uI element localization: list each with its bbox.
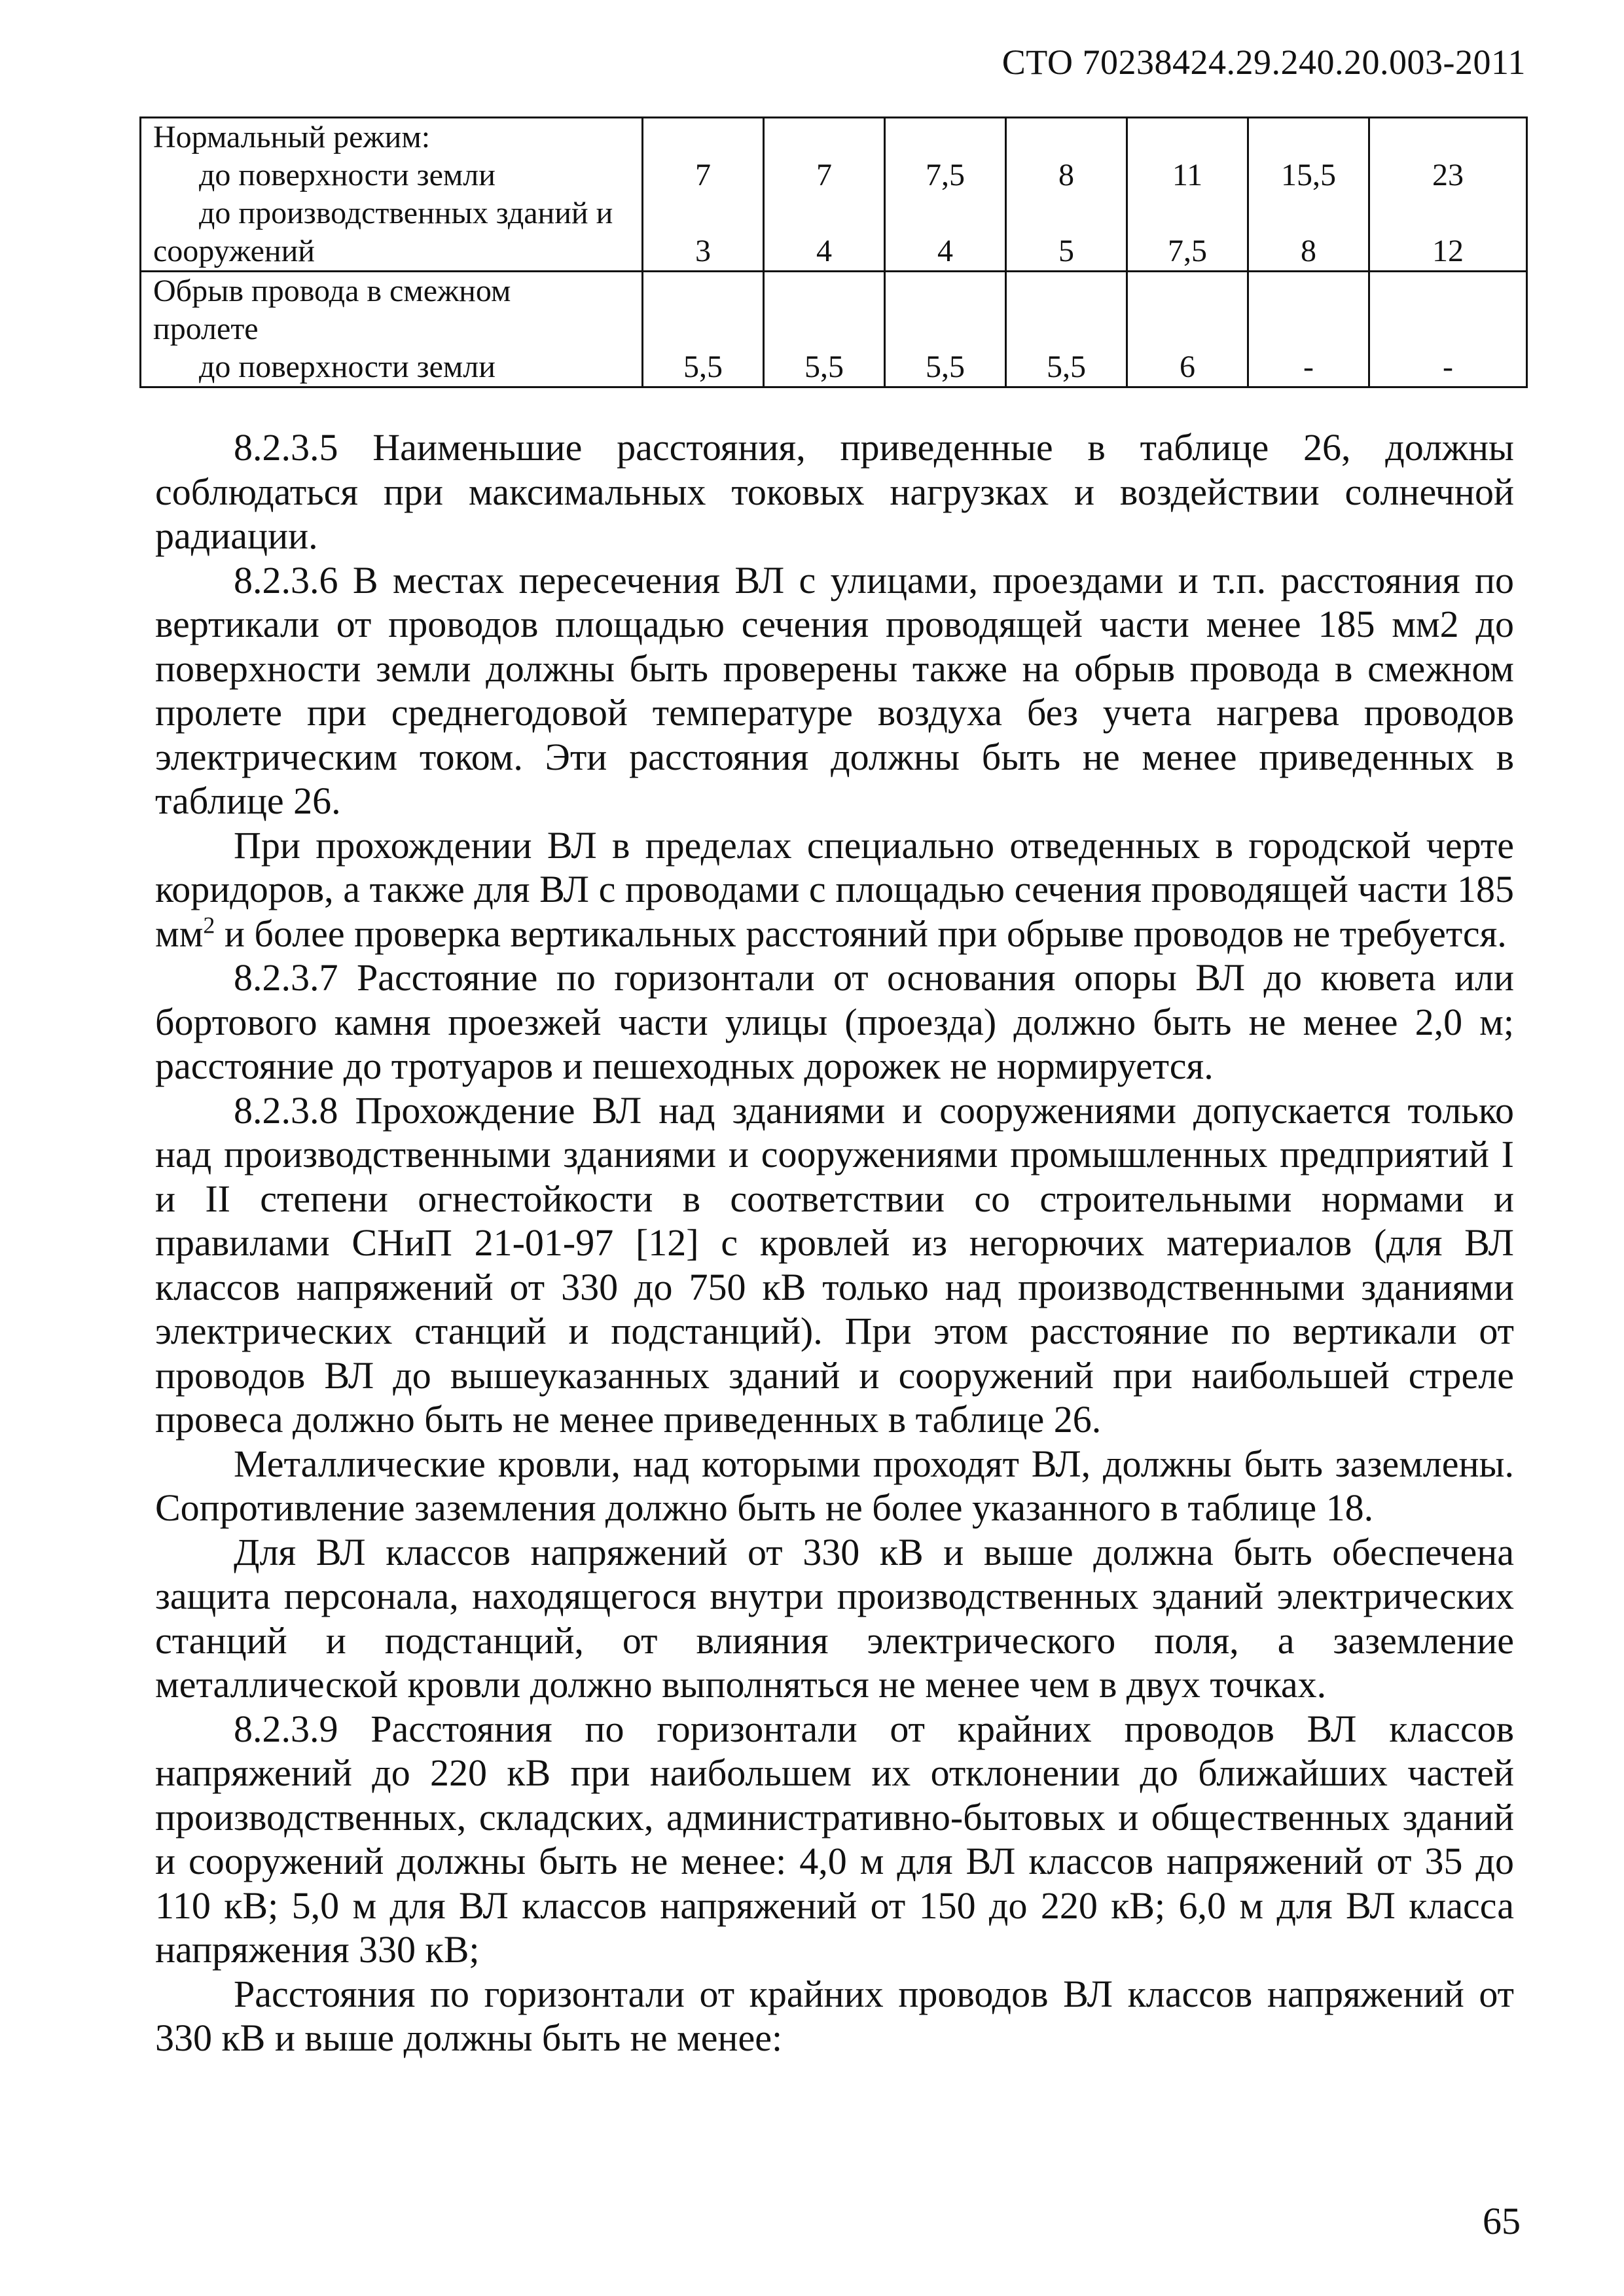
clause-number: 8.2.3.7 bbox=[234, 956, 338, 999]
table-cell: - bbox=[1369, 272, 1527, 387]
table-row-wire-break bbox=[141, 272, 1527, 387]
table-cell: 7 4 bbox=[764, 118, 885, 272]
table-cell: 11 7,5 bbox=[1127, 118, 1248, 272]
table-cell: 6 bbox=[1127, 272, 1248, 387]
table-cell: 7,5 4 bbox=[885, 118, 1006, 272]
document-code: СТО 70238424.29.240.20.003-2011 bbox=[1001, 43, 1526, 82]
body-text bbox=[155, 425, 1514, 2060]
row-label: Обрыв провода в смежном пролете до поверхности земли bbox=[141, 272, 643, 387]
clause-number: 8.2.3.5 bbox=[234, 426, 338, 469]
paragraph: При прохождении ВЛ в пределах специально отведенных в городской черте коридоров, а также для ВЛ с проводами с площадью сечения проводящей части 185 $мм^2$ и более проверка вертикальных расстояний при обрыве проводов не требуется. bbox=[155, 823, 1514, 955]
table-cell: 5,5 bbox=[885, 272, 1006, 387]
page-number: 65 bbox=[1483, 2200, 1521, 2242]
distances-table bbox=[139, 117, 1528, 388]
clause-number: 8.2.3.6 bbox=[234, 558, 338, 601]
clause-number: 8.2.3.9 bbox=[234, 1707, 338, 1750]
table-row-normal-mode bbox=[141, 118, 1527, 272]
table-cell: 23 12 bbox=[1369, 118, 1527, 272]
paragraph: Расстояния по горизонтали от крайних проводов ВЛ классов напряжений от 330 кВ и выше должны быть не менее: bbox=[155, 1972, 1514, 2059]
paragraph-8-2-3-5: 8.2.3.5 Наименьшие расстояния, приведенные в таблице 26, должны соблюдаться при максимальных токовых нагрузках и воздействии солнечной радиации. bbox=[155, 426, 1515, 557]
table-cell: 15,5 8 bbox=[1248, 118, 1369, 272]
paragraph-8-2-3-7: 8.2.3.7 Расстояние по горизонтали от основания опоры ВЛ до кювета или бортового камня проезжей части улицы (проезда) должно быть не менее 2,0 м; расстояние до тротуаров и пешеходных дорожек не нормируется. bbox=[155, 956, 1514, 1087]
clause-number: 8.2.3.8 bbox=[234, 1088, 338, 1132]
row-label: Нормальный режим: до поверхности земли до производственных зданий и сооружений bbox=[141, 118, 643, 272]
paragraph-8-2-3-9: 8.2.3.9 Расстояния по горизонтали от крайних проводов ВЛ классов напряжений до 220 кВ при наибольшем их отклонении до ближайших частей производственных, складских, административно-бытовых и общественных зданий и сооружений должны быть не менее: 4,0 м для ВЛ классов напряжений от 35 до 110 кВ; 5,0 м для ВЛ классов напряжений от 150 до 220 кВ; 6,0 м для ВЛ класса напряжения 330 кВ; bbox=[155, 1707, 1514, 1971]
table-cell: 5,5 bbox=[764, 272, 885, 387]
table-cell: 7 3 bbox=[643, 118, 764, 272]
table-cell: 5,5 bbox=[643, 272, 764, 387]
paragraph: Металлические кровли, над которыми проходят ВЛ, должны быть заземлены. Сопротивление заземления должно быть не более указанного в таблице 18. bbox=[155, 1442, 1514, 1529]
table-cell: - bbox=[1248, 272, 1369, 387]
table-cell: 5,5 bbox=[1006, 272, 1127, 387]
paragraph: Для ВЛ классов напряжений от 330 кВ и выше должна быть обеспечена защита персонала, находящегося внутри производственных зданий электрических станций и подстанций, от влияния электрического поля, а заземление металлической кровли должно выполняться не менее чем в двух точках. bbox=[155, 1530, 1514, 1706]
paragraph-8-2-3-8: 8.2.3.8 Прохождение ВЛ над зданиями и сооружениями допускается только над производственными зданиями и сооружениями промышленных предприятий I и II степени огнестойкости в соответствии со строительными нормами и правилами СНиП 21-01-97 [12] с кровлей из негорючих материалов (для ВЛ классов напряжений от 330 до 750 кВ только над производственными зданиями электрических станций и подстанций). При этом расстояние по вертикали от проводов ВЛ до вышеуказанных зданий и сооружений при наибольшей стреле провеса должно быть не менее приведенных в таблице 26. bbox=[155, 1088, 1515, 1441]
paragraph-8-2-3-6: 8.2.3.6 В местах пересечения ВЛ с улицами, проездами и т.п. расстояния по вертикали от проводов площадью сечения проводящей части менее 185 мм2 до поверхности земли должны быть проверены также на обрыв провода в смежном пролете при среднегодовой температуре воздуха без учета нагрева проводов электрическим током. Эти расстояния должны быть не менее приведенных в таблице 26. bbox=[155, 558, 1515, 822]
table-cell: 8 5 bbox=[1006, 118, 1127, 272]
